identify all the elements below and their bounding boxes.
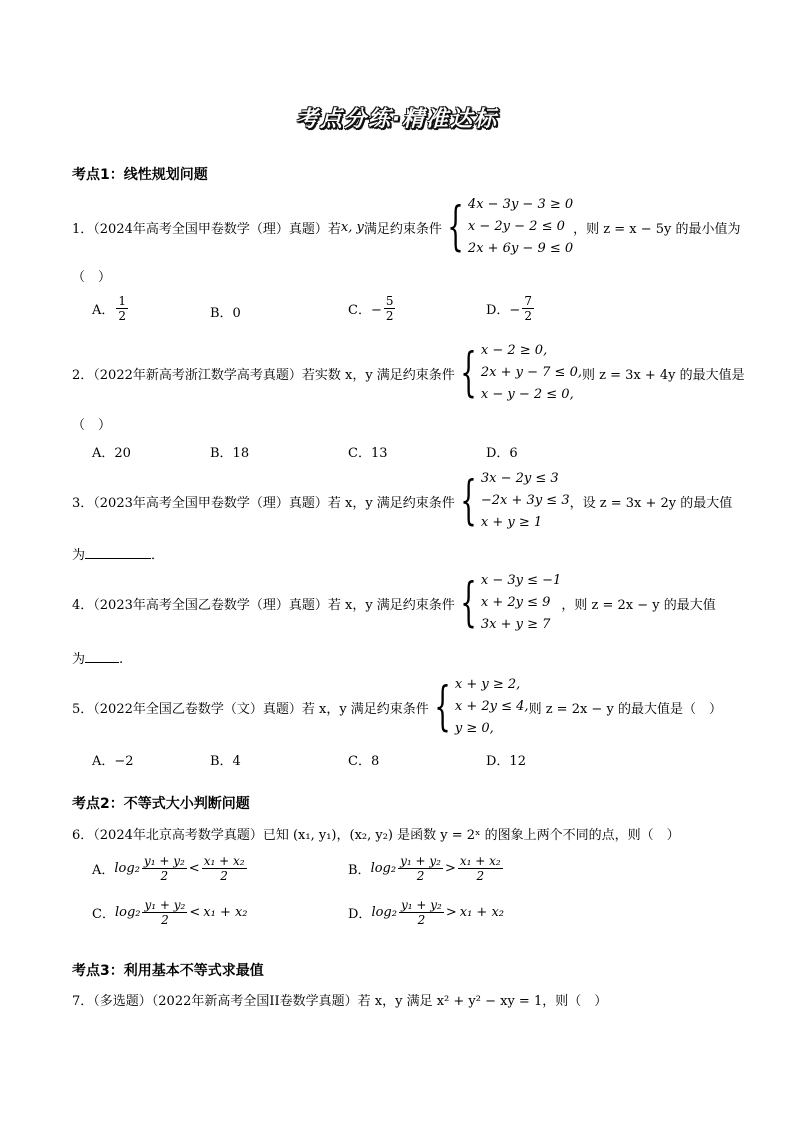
- numerator: 1: [118, 294, 127, 308]
- denominator: 2: [417, 913, 426, 927]
- numerator: 7: [524, 294, 532, 308]
- q1-option-c-label: C．−: [348, 303, 382, 318]
- q1-mid: 满足约束条件: [363, 221, 442, 237]
- log-symbol: log₂: [370, 861, 397, 876]
- q2-option-b[interactable]: B．18: [210, 446, 250, 461]
- q6-option-c[interactable]: [92, 898, 248, 927]
- q2-constraint-3: x − y − 2 ≤ 0,: [480, 387, 574, 402]
- numerator: x₁ + x₂: [203, 854, 245, 868]
- left-brace-icon: {: [447, 197, 464, 257]
- q5-option-a[interactable]: A．−2: [92, 754, 134, 769]
- q2-option-d[interactable]: D．6: [486, 446, 518, 461]
- numerator: y₁ + y₂: [143, 854, 185, 868]
- denominator: 2: [160, 869, 169, 883]
- q4-suffix: ，则 z = 2x − y 的最大值: [561, 597, 716, 613]
- numerator: 5: [385, 294, 394, 308]
- q2-option-a[interactable]: A．20: [92, 446, 131, 461]
- question-7: 7．（多选题）（2022年新高考全国II卷数学真题）若 x，y 满足 x² + y² − xy = 1，则（ ）: [72, 994, 608, 1009]
- section-heading-1: 考点1：线性规划问题: [72, 167, 208, 183]
- q3-constraint-2: −2x + 3y ≤ 3: [480, 493, 570, 508]
- question-2: [72, 340, 745, 406]
- q1-option-a[interactable]: [92, 294, 130, 323]
- left-brace-icon: {: [460, 471, 477, 531]
- q5-option-c[interactable]: C．8: [348, 754, 380, 769]
- q4-tail: 为: [72, 652, 86, 667]
- q1-vars: x, y: [340, 219, 364, 235]
- relation-symbol: <: [188, 861, 200, 876]
- x-sum-fraction: [458, 854, 503, 883]
- y-sum-fraction: [142, 898, 187, 927]
- q2-constraint-system: [455, 340, 582, 406]
- relation-symbol: <: [189, 905, 201, 920]
- q5-constraint-system: [429, 674, 529, 740]
- q5-option-b[interactable]: B．4: [210, 754, 241, 769]
- relation-symbol: >: [444, 861, 456, 876]
- page-title: 考点分练·精准达标: [282, 98, 512, 137]
- denominator: 2: [385, 309, 394, 323]
- q1-constraint-2: x − 2y − 2 ≤ 0: [467, 219, 565, 234]
- q3-answer-line: [72, 544, 164, 563]
- q5-option-d[interactable]: D．12: [486, 754, 526, 769]
- question-4: [72, 570, 716, 636]
- numerator: y₁ + y₂: [144, 898, 186, 912]
- q1-option-a-fraction: [116, 294, 128, 323]
- numerator: y₁ + y₂: [400, 854, 441, 868]
- q3-suffix: ，设 z = 3x + 2y 的最大值: [569, 495, 733, 511]
- q2-suffix: 则 z = 3x + 4y 的最大值是: [581, 367, 745, 383]
- q4-constraint-2: x + 2y ≤ 9: [480, 595, 551, 610]
- q1-answer-paren: （ ）: [72, 270, 112, 285]
- q2-constraint-1: x − 2 ≥ 0,: [480, 343, 548, 358]
- left-brace-icon: {: [460, 573, 477, 633]
- y-sum-fraction: [399, 898, 444, 927]
- q6-option-a[interactable]: [92, 854, 249, 883]
- x-sum: x₁ + x₂: [203, 905, 248, 920]
- q3-end: ．: [151, 548, 165, 563]
- denominator: 2: [161, 913, 169, 927]
- q6-option-d[interactable]: [348, 898, 504, 927]
- denominator: 2: [416, 869, 425, 883]
- q5-constraint-1: x + y ≥ 2,: [454, 677, 521, 692]
- q2-constraint-2: 2x + y − 7 ≤ 0,: [480, 365, 582, 380]
- q5-prefix: 5．（2022年全国乙卷数学（文）真题）若 x，y 满足约束条件: [72, 701, 429, 717]
- x-sum-fraction: [202, 854, 247, 883]
- q1-option-c-fraction: [384, 294, 396, 323]
- q4-answer-line: [72, 648, 123, 667]
- denominator: 2: [524, 309, 532, 323]
- log-symbol: log₂: [114, 861, 140, 876]
- q6-option-c-label: C．: [92, 907, 115, 922]
- section-heading-2: 考点2：不等式大小判断问题: [72, 796, 250, 812]
- relation-symbol: >: [445, 905, 457, 920]
- q3-constraint-system: [455, 468, 570, 534]
- q1-option-c[interactable]: [348, 294, 397, 323]
- q4-end: .: [119, 652, 124, 667]
- q1-option-a-label: A．: [92, 303, 115, 318]
- q1-option-d-label: D．−: [486, 303, 521, 318]
- q1-constraint-3: 2x + 6y − 9 ≤ 0: [467, 241, 574, 256]
- q6-option-b[interactable]: [348, 854, 505, 883]
- q2-answer-paren: （ ）: [72, 418, 112, 433]
- q1-suffix: ，则 z = x − 5y 的最小值为: [573, 221, 741, 237]
- q4-answer-blank[interactable]: [85, 650, 119, 663]
- left-brace-icon: {: [460, 343, 477, 403]
- q1-option-d-fraction: [522, 294, 534, 323]
- y-sum-fraction: [398, 854, 443, 883]
- log-symbol: log₂: [371, 905, 397, 920]
- denominator: 2: [118, 309, 127, 323]
- q3-answer-blank[interactable]: [85, 546, 151, 559]
- q6-option-a-label: A．: [92, 863, 115, 878]
- q3-constraint-3: x + y ≥ 1: [480, 515, 543, 530]
- section-heading-3: 考点3：利用基本不等式求最值: [72, 963, 264, 979]
- numerator: y₁ + y₂: [400, 898, 442, 912]
- q1-constraint-system: [442, 194, 573, 260]
- q4-constraint-3: 3x + y ≥ 7: [480, 617, 551, 632]
- q6-option-b-label: B．: [348, 863, 371, 878]
- q5-constraint-2: x + 2y ≤ 4,: [454, 699, 529, 714]
- question-5: [72, 674, 722, 740]
- question-3: [72, 468, 732, 534]
- title-area: [0, 98, 794, 137]
- q3-tail: 为: [72, 548, 86, 563]
- q4-constraint-1: x − 3y ≤ −1: [480, 573, 562, 588]
- q1-option-b[interactable]: B．0: [210, 306, 241, 321]
- q2-prefix: 2．（2022年新高考浙江数学高考真题）若实数 x，y 满足约束条件: [72, 367, 455, 383]
- log-symbol: log₂: [114, 905, 141, 920]
- q2-option-c[interactable]: C．13: [348, 446, 388, 461]
- q1-prefix: 1．（2024年高考全国甲卷数学（理）真题）若: [72, 221, 341, 237]
- q1-option-d[interactable]: [486, 294, 536, 323]
- y-sum-fraction: [142, 854, 187, 883]
- q4-prefix: 4．（2023年高考全国乙卷数学（理）真题）若 x，y 满足约束条件: [72, 597, 455, 613]
- numerator: x₁ + x₂: [459, 854, 501, 868]
- question-1: [72, 194, 741, 260]
- q6-option-d-label: D．: [348, 907, 372, 922]
- q5-suffix: 则 z = 2x − y 的最大值是（ ）: [528, 701, 722, 717]
- left-brace-icon: {: [434, 677, 451, 737]
- q4-constraint-system: [455, 570, 562, 636]
- denominator: 2: [220, 869, 228, 883]
- denominator: 2: [476, 869, 485, 883]
- q3-constraint-1: 3x − 2y ≤ 3: [480, 471, 559, 486]
- q3-prefix: 3．（2023年高考全国甲卷数学（理）真题）若 x，y 满足约束条件: [72, 495, 455, 511]
- question-6: 6．（2024年北京高考数学真题）已知 (x₁, y₁)，(x₂, y₂) 是函数 y = 2ˣ 的图象上两个不同的点，则（ ）: [72, 828, 680, 843]
- q1-constraint-1: 4x − 3y − 3 ≥ 0: [467, 197, 574, 212]
- q5-constraint-3: y ≥ 0,: [454, 721, 494, 736]
- x-sum: x₁ + x₂: [459, 905, 504, 920]
